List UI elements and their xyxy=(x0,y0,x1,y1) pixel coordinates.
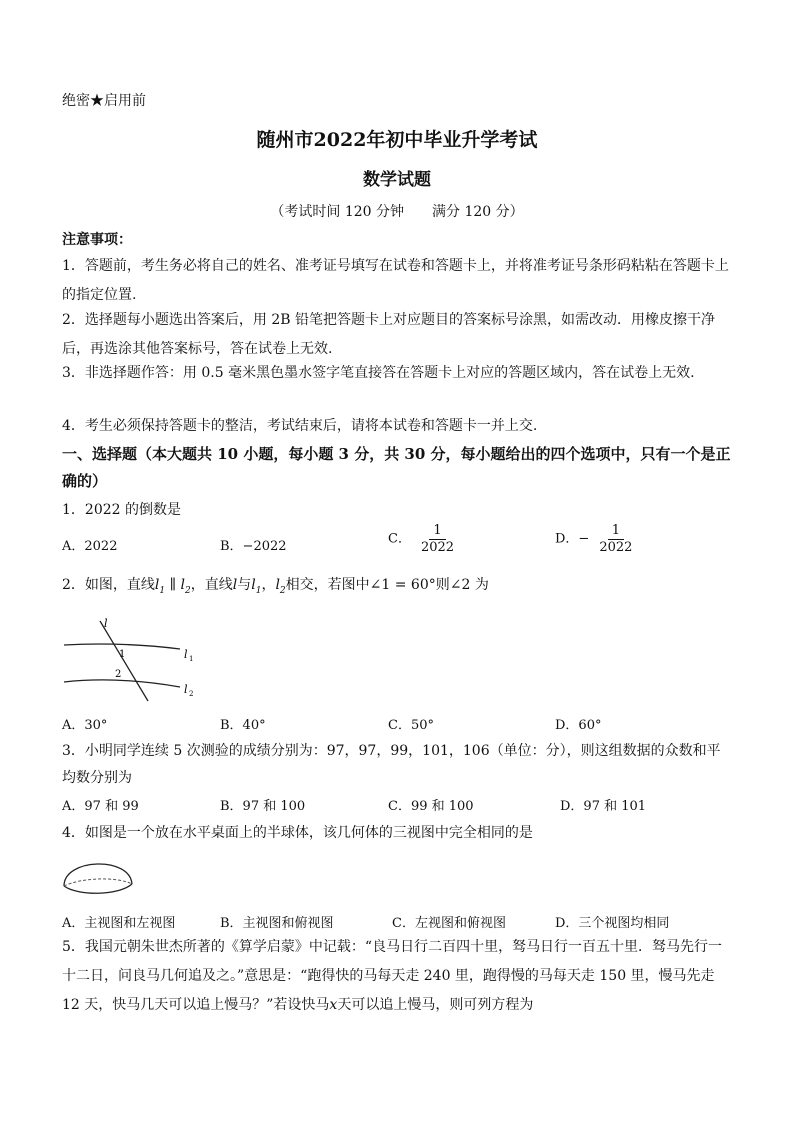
q2-stem-mid3: 相交，若图中∠1 = 60°则∠2 为 xyxy=(285,577,489,593)
q2-label-angle-1: 1 xyxy=(119,649,126,660)
notice-item-2: 2．选择题每小题选出答案后，用 2B 铅笔把答题卡上对应题目的答案标号涂黑，如需改动．用橡皮擦干净后，再选涂其他答案标号，答在试卷上无效. xyxy=(62,312,716,357)
q2-stem-l2b: $l_2$ xyxy=(275,577,286,596)
q1-option-d xyxy=(555,524,636,554)
q3-option-a: A．97 和 99 xyxy=(62,799,139,814)
q1-option-d-numerator: 1 xyxy=(608,524,624,540)
q2-label-l1: l xyxy=(184,648,188,661)
q4-option-d: D．三个视图均相同 xyxy=(555,916,670,931)
q1-stem: 1．2022 的倒数是 xyxy=(62,502,181,518)
q4-hemisphere-base-back xyxy=(64,879,132,886)
q4-hemisphere-base-front xyxy=(64,884,132,893)
q2-stem-l2: $l_2$ xyxy=(180,577,191,596)
q3-option-c: C．99 和 100 xyxy=(388,799,474,814)
section-one-heading: 一、选择题（本大题共 10 小题，每小题 3 分，共 30 分，每小题给出的四个选项中，只有一个是正确的） xyxy=(62,445,731,490)
q1-option-c-fraction xyxy=(417,524,458,554)
q5-stem-variable: x xyxy=(329,997,338,1013)
q2-stem-l1b: $l_1$ xyxy=(251,577,262,596)
q2-label-l: l xyxy=(104,617,108,630)
q2-stem-mid2: 与 xyxy=(237,577,252,593)
q3-stem: 3．小明同学连续 5 次测验的成绩分别为：97，97，99，101，106（单位：分），则这组数据的众数和平均数分别为 xyxy=(62,743,721,786)
q5-stem-part1: 5．我国元朝朱世杰所著的《算学启蒙》中记载：“良马日行二百四十里，驽马日行一百五十里．驽马先行一十二日，问良马几何追及之。”意思是：“跑得快的马每天走 240 里，跑得慢的马每天走 150 里，慢马先走 12 天，快马几天可以追上慢马？”若设快马 xyxy=(62,939,723,1013)
q2-stem-mid1: ，直线 xyxy=(190,577,233,593)
notice-item-4: 4．考生必须保持答题卡的整洁，考试结束后，请将本试卷和答题卡一并上交. xyxy=(62,418,538,434)
exam-time-info: （考试时间 120 分钟 满分 120 分） xyxy=(270,204,524,220)
q1-option-b: B．−2022 xyxy=(220,539,287,554)
secret-label: 绝密★启用前 xyxy=(62,93,146,109)
q2-label-l2-sub: 2 xyxy=(189,690,194,698)
q1-option-a: A．2022 xyxy=(62,539,118,554)
q1-option-c-denominator: 2022 xyxy=(420,539,455,555)
q5-stem-part2: 天可以追上慢马，则可列方程为 xyxy=(337,997,534,1013)
notice-item-3: 3．非选择题作答：用 0.5 毫米黑色墨水签字笔直接答在答题卡上对应的答题区域内，答在试卷上无效. xyxy=(62,365,695,381)
q2-stem-l1: $l_1$ xyxy=(154,577,166,596)
q2-label-angle-2: 2 xyxy=(115,669,122,680)
q2-stem: 2．如图，直线$l_1$ ∥ $l_2$，直线l与$l_1$，$l_2$相交，若图中∠1 = 60°则∠2 为 xyxy=(62,577,489,596)
q4-hemisphere-figure xyxy=(58,852,138,902)
q4-option-c: C．左视图和俯视图 xyxy=(392,916,506,931)
exam-title: 随州市2022年初中毕业升学考试 xyxy=(256,129,538,151)
q3-option-d: D．97 和 101 xyxy=(560,799,647,814)
q2-label-l2: l xyxy=(184,683,188,696)
q1-option-d-denominator: 2022 xyxy=(599,539,633,555)
q2-option-d: D．60° xyxy=(555,718,602,733)
q2-transversal-l xyxy=(100,621,148,701)
exam-subtitle: 数学试题 xyxy=(363,170,431,190)
q3-option-b: B．97 和 100 xyxy=(220,799,306,814)
q1-option-c-prefix: C． xyxy=(388,531,411,547)
q2-option-c: C．50° xyxy=(388,718,434,733)
q1-option-c-numerator: 1 xyxy=(429,524,445,540)
q4-stem: 4．如图是一个放在水平桌面上的半球体，该几何体的三视图中完全相同的是 xyxy=(62,825,533,841)
q2-option-b: B．40° xyxy=(220,718,266,733)
q2-label-l1-sub: 1 xyxy=(189,655,194,663)
notice-item-1: 1．答题前，考生务必将自己的姓名、准考证号填写在试卷和答题卡上，并将准考证号条形码粘粘在答题卡上的指定位置. xyxy=(62,258,729,303)
q1-option-d-prefix: D．− xyxy=(555,531,590,547)
notice-heading: 注意事项： xyxy=(62,232,132,248)
q2-line-l2 xyxy=(64,680,180,687)
q2-parallel-lines-figure xyxy=(60,615,200,703)
q4-option-a: A．主视图和左视图 xyxy=(62,916,176,931)
q2-stem-prefix: 2．如图，直线 xyxy=(62,577,155,593)
q4-option-b: B．主视图和俯视图 xyxy=(220,916,334,931)
q1-option-c xyxy=(388,524,458,554)
q2-option-a: A．30° xyxy=(62,718,108,733)
q2-stem-l: l xyxy=(232,577,238,593)
q1-option-d-fraction xyxy=(595,524,636,554)
q5-stem xyxy=(62,933,732,1020)
